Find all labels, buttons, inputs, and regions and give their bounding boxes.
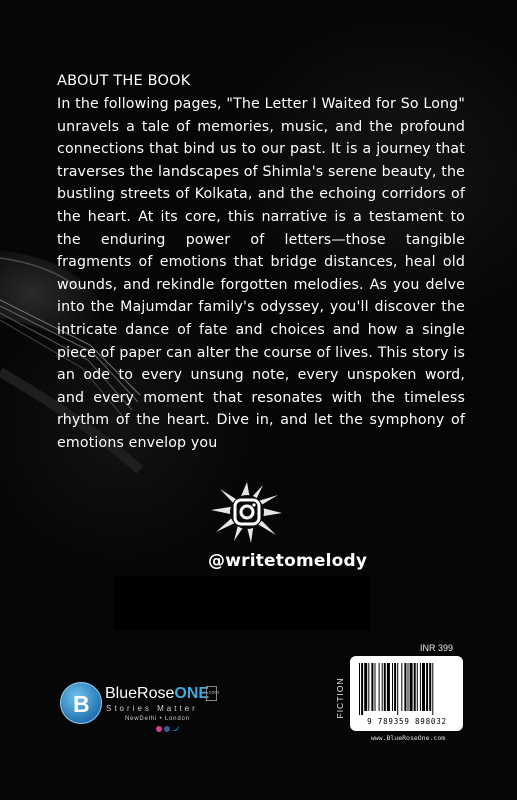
publisher-cities: NewDelhi • London	[125, 716, 190, 722]
genre-label	[333, 675, 347, 725]
instagram-small-icon	[156, 726, 162, 732]
publisher-tagline: Stories Matter	[106, 704, 198, 713]
logo-badge	[60, 682, 102, 724]
barcode-bar	[361, 663, 363, 715]
barcode-bar	[368, 663, 369, 711]
dark-panel	[114, 576, 370, 630]
barcode-bar	[382, 663, 383, 711]
publisher-name-accent: ONE	[174, 685, 210, 702]
barcode-bar	[432, 663, 433, 715]
publisher-badge: .com	[206, 686, 217, 701]
instagram-icon	[208, 477, 286, 547]
barcode-bar	[384, 663, 386, 711]
barcode-bar	[394, 663, 396, 711]
barcode-bar	[422, 663, 425, 711]
publisher-website: www.BlueRoseOne.com	[370, 734, 446, 742]
publisher-name-main: BlueRose	[105, 685, 175, 702]
barcode-bar	[408, 663, 409, 711]
twitter-small-icon	[172, 727, 179, 732]
section-heading: ABOUT THE BOOK	[57, 73, 191, 89]
barcode-bar	[426, 663, 428, 711]
social-handle: @writetomelody	[208, 551, 368, 571]
barcode-bar	[364, 663, 367, 711]
social-icons	[155, 725, 185, 733]
barcode-bar	[359, 663, 360, 715]
genre-text: FICTION	[335, 677, 345, 719]
book-blurb: In the following pages, "The Letter I Waited for So Long" unravels a tale of memories, music, and the profound connections that bind us to our past. It is a journey that traverses the landscapes of Shimla's serene beauty, the bustling streets of Kolkata, and the echoing corridors of the heart. At its core, this narrative is a testament to the enduring power of letters—those tangible fragments of emotions that bridge distances, heal old wounds, and rekindle forgotten melodies. As you delve into the Majumdar family's odyssey, you'll discover the intricate dance of fate and choices and how a single piece of paper can alter the course of lives. This story is an ode to every unsung note, every unspoken word, and every moment that resonates with the timeless rhythm of the heart. Dive in, and let the symphony of emotions envelop you	[57, 96, 465, 451]
isbn-barcode	[357, 663, 456, 715]
barcode-bar	[375, 663, 376, 711]
barcode-panel	[350, 656, 463, 731]
barcode-bar	[414, 663, 416, 711]
barcode-bar	[387, 663, 390, 711]
barcode-bar	[371, 663, 373, 711]
about-the-book	[57, 72, 465, 455]
barcode-bar	[420, 663, 421, 711]
isbn-number: 9 789359 898032	[367, 717, 447, 726]
barcode-bar	[401, 663, 402, 711]
barcode-bar	[392, 663, 393, 711]
logo-letter: B	[73, 691, 90, 717]
publisher-name	[105, 685, 209, 703]
barcode-bar	[429, 663, 431, 711]
barcode-bar	[417, 663, 418, 711]
facebook-small-icon	[164, 726, 170, 732]
price-label: INR 399	[420, 643, 454, 653]
barcode-bar	[397, 663, 398, 715]
barcode-bar	[410, 663, 413, 711]
barcode-bar	[379, 663, 380, 711]
barcode-bar	[404, 663, 406, 711]
publisher-logo	[58, 680, 218, 744]
